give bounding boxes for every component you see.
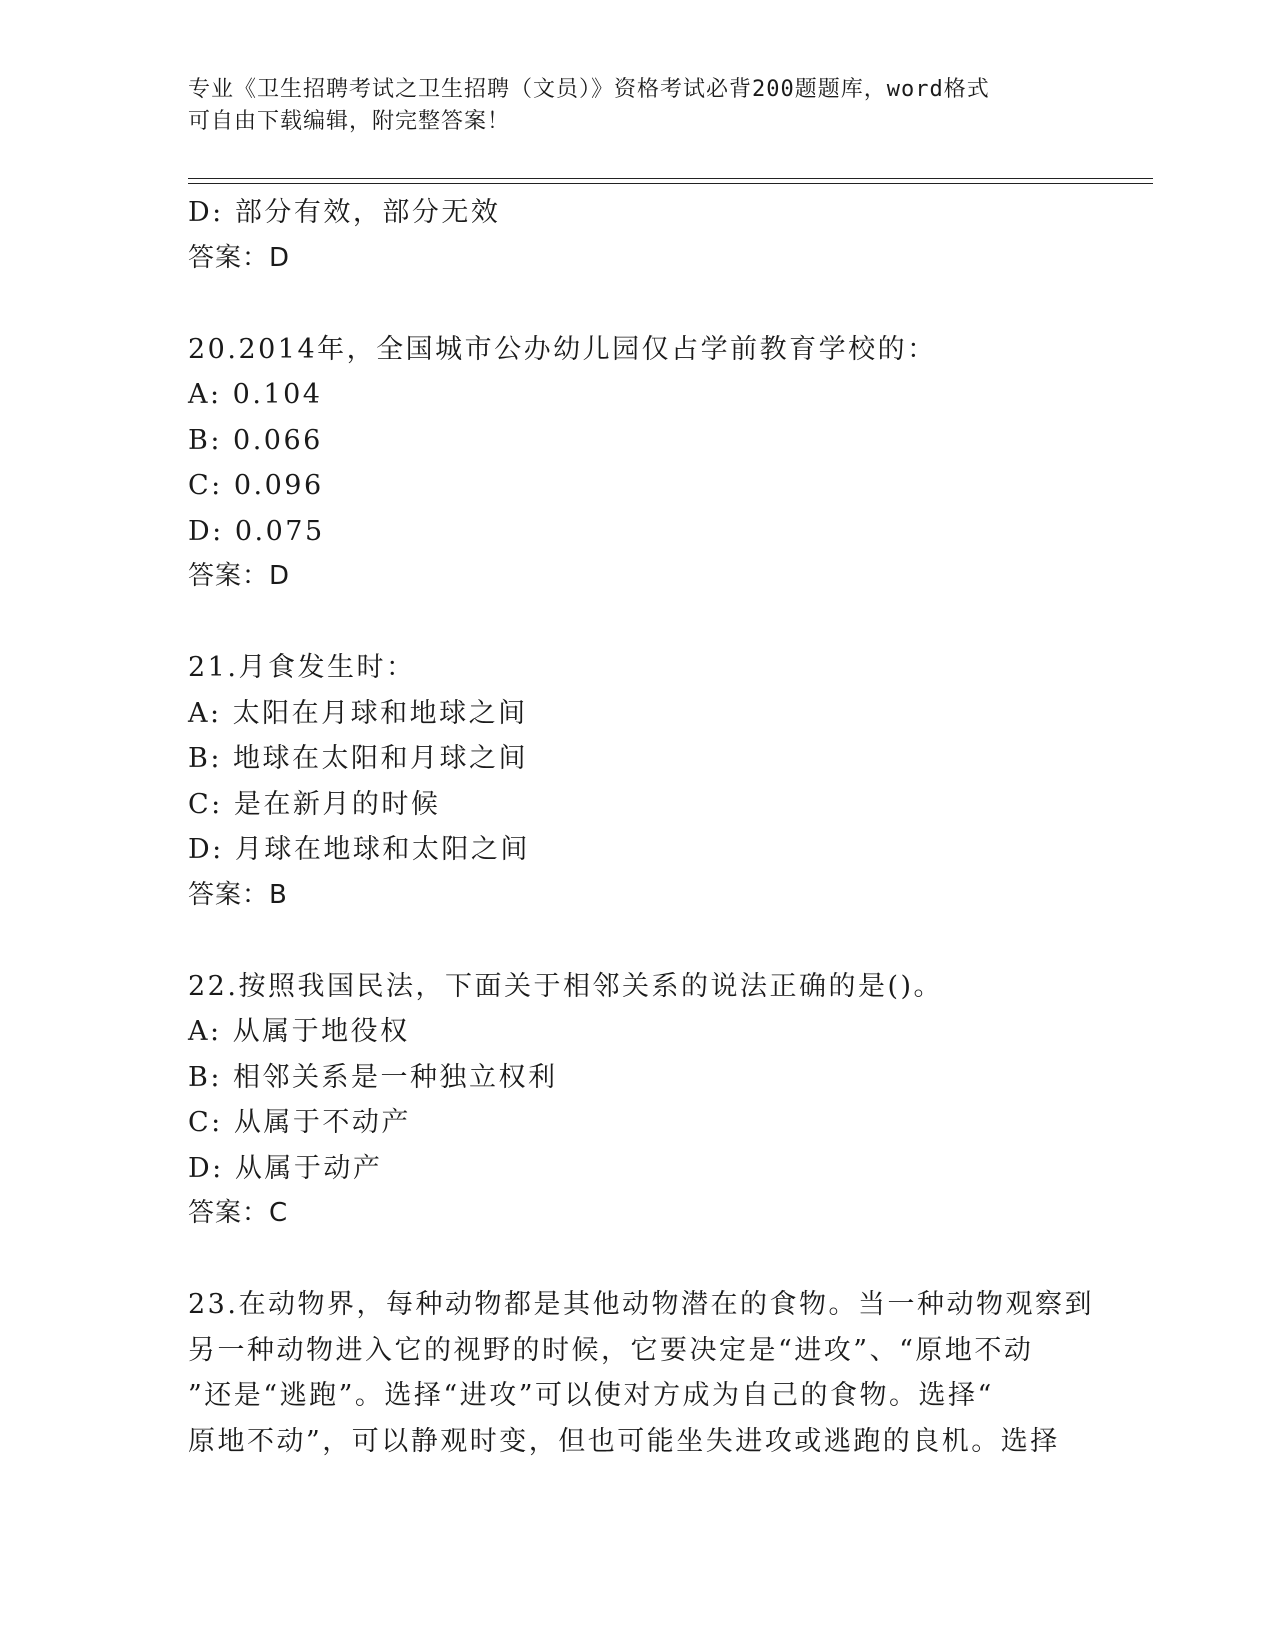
option-c: C: 0.096 (188, 470, 324, 501)
option-d: D: 0.075 (188, 515, 325, 547)
header-rule-bottom (188, 183, 1153, 184)
option-b: B: 相邻关系是一种独立权利 (188, 1061, 558, 1093)
document-header (188, 74, 1088, 138)
question-20 (188, 327, 1088, 600)
question-text-line: 23.在动物界，每种动物都是其他动物潜在的食物。当一种动物观察到 (188, 1289, 1094, 1320)
option-d: D: 从属于动产 (188, 1152, 383, 1184)
question-text: 21.月食发生时： (188, 652, 416, 683)
option-c: C: 是在新月的时候 (188, 788, 441, 820)
question-22 (188, 964, 1088, 1237)
question-text-line: 另一种动物进入它的视野的时候，它要决定是“进攻”、“原地不动 (188, 1334, 1034, 1366)
header-line-1: 专业《卫生招聘考试之卫生招聘（文员）》资格考试必背200题题库，word格式 (188, 77, 990, 102)
option-d: D: 月球在地球和太阳之间 (188, 834, 530, 865)
spacer (188, 600, 1088, 646)
option-b: B: 地球在太阳和月球之间 (188, 743, 529, 774)
prev-question-option-d: D: 部分有效，部分无效 (188, 197, 501, 228)
document-body (188, 190, 1094, 1464)
question-text: 20.2014年，全国城市公办幼儿园仅占学前教育学校的： (188, 333, 937, 365)
prev-question-answer: 答案：D (188, 242, 291, 273)
answer: 答案：D (188, 561, 291, 591)
spacer (188, 918, 1088, 964)
option-a: A: 0.104 (188, 379, 323, 410)
option-a: A: 太阳在月球和地球之间 (188, 697, 528, 729)
answer: 答案：C (188, 1198, 289, 1228)
question-21 (188, 645, 1088, 918)
header-line-2: 可自由下载编辑，附完整答案！ (188, 109, 511, 134)
question-23 (188, 1282, 1094, 1464)
spacer (188, 1237, 1088, 1283)
option-a: A: 从属于地役权 (188, 1016, 410, 1047)
option-b: B: 0.066 (188, 424, 323, 456)
question-text-line: 原地不动”，可以静观时变，但也可能坐失进攻或逃跑的良机。选择 (188, 1425, 1060, 1457)
answer: 答案：B (188, 879, 288, 910)
header-rule-top (188, 178, 1153, 179)
question-text-line: ”还是“逃跑”。选择“进攻”可以使对方成为自己的食物。选择“ (188, 1380, 994, 1411)
spacer (188, 281, 1088, 327)
option-c: C: 从属于不动产 (188, 1107, 411, 1138)
question-text: 22.按照我国民法，下面关于相邻关系的说法正确的是()。 (188, 970, 944, 1002)
